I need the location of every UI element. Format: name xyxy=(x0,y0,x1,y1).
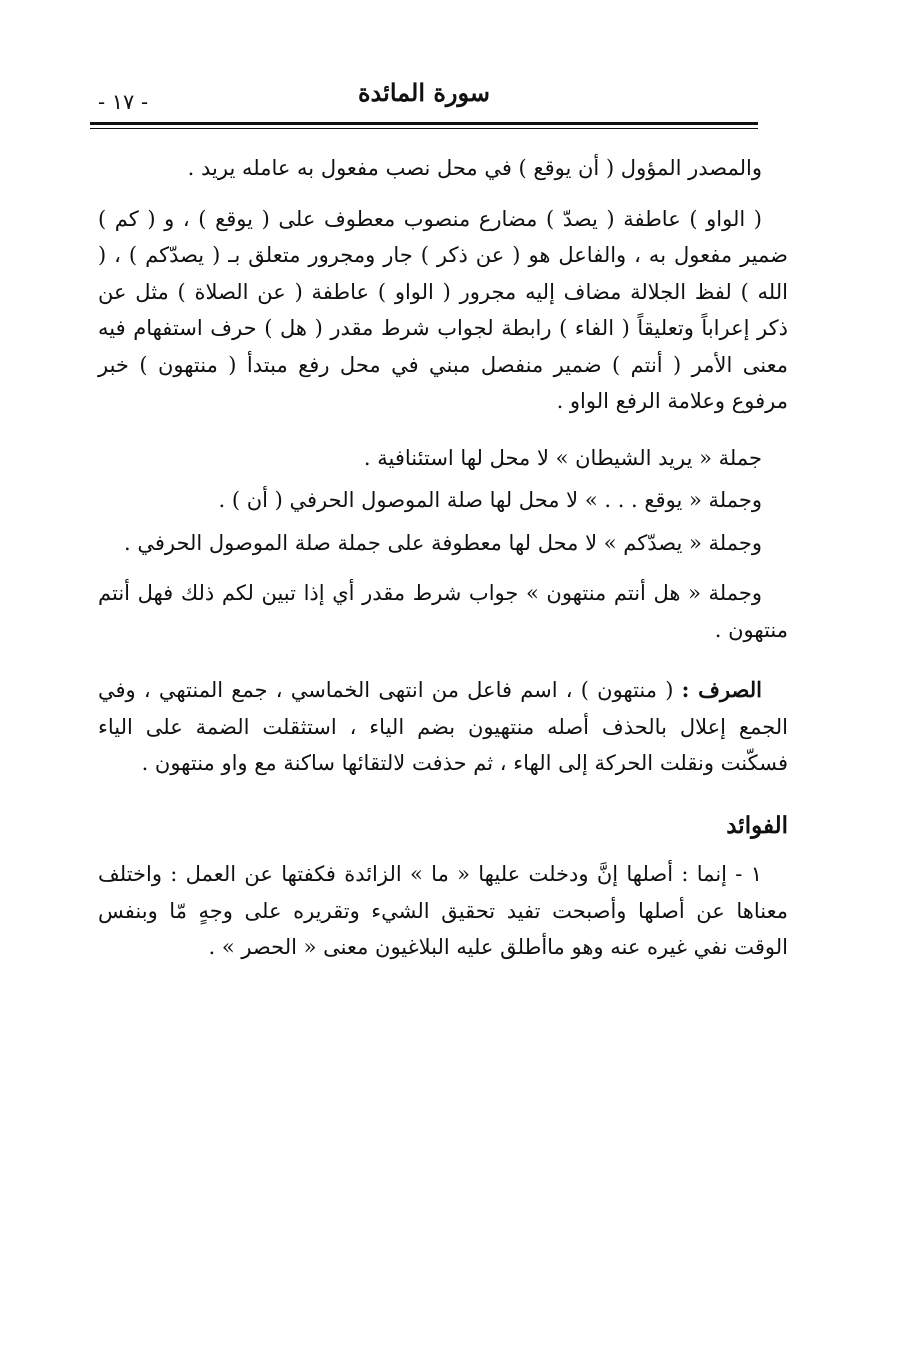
sentence-analysis-1: جملة « يريد الشيطان » لا محل لها استئنافية . xyxy=(363,445,762,470)
header-rule-thin xyxy=(90,128,758,129)
page-number: - ١٧ - xyxy=(98,90,149,114)
sarf-paragraph xyxy=(98,672,788,782)
surah-title: سورة المائدة xyxy=(357,78,491,107)
irab-paragraph: ( الواو ) عاطفة ( يصدّ ) مضارع منصوب معطوف على ( يوقع ) ، و ( كم ) ضمير مفعول به ، والفاعل هو ( عن ذكر ) جار ومجرور متعلق بـ ( يصدّكم ) ، ( الله ) لفظ الجلالة مضاف إليه مجرور ( الواو ) عاطفة ( عن الصلاة ) مثل عن ذكر إعراباً وتعليقاً ( الفاء ) رابطة لجواب شرط مقدر ( هل ) حرف استفهام فيه معنى الأمر ( أنتم ) ضمير منفصل مبني في محل رفع مبتدأ ( منتهون ) خبر مرفوع وعلامة الرفع الواو . xyxy=(98,206,788,413)
page-body xyxy=(98,150,788,966)
sentence-analysis-4: وجملة « هل أنتم منتهون » جواب شرط مقدر أي إذا تبين لكم ذلك فهل أنتم منتهون . xyxy=(98,581,788,642)
sarf-text: ( منتهون ) ، اسم فاعل من انتهى الخماسي ، جمع المنتهي ، وفي الجمع إعلال بالحذف أصله منتهيون بضم الياء ، استثقلت الضمة على الياء فسكّنت ونقلت الحركة إلى الهاء ، ثم حذفت لالتقائها ساكنة مع واو منتهون . xyxy=(98,678,788,775)
page-header xyxy=(90,70,758,122)
sentence-analysis-3: وجملة « يصدّكم » لا محل لها معطوفة على جملة صلة الموصول الحرفي . xyxy=(123,530,762,555)
fawaid-heading: الفوائد xyxy=(726,811,788,839)
masdar-paragraph: والمصدر المؤول ( أن يوقع ) في محل نصب مفعول به عامله يريد . xyxy=(187,156,762,180)
sarf-label: الصرف : xyxy=(681,677,762,702)
header-rule-thick xyxy=(90,122,758,125)
fawaid-note-1: ١ - إنما : أصلها إنَّ ودخلت عليها « ما » الزائدة فكفتها عن العمل : واختلف معناها عن أصلها وأصبحت تفيد تحقيق الشيء وتقريره على وجهٍ مّا وبنفس الوقت نفي غيره عنه وهو ماأطلق عليه البلاغيون معنى « الحصر » . xyxy=(98,862,788,959)
sentence-analysis-2: وجملة « يوقع . . . » لا محل لها صلة الموصول الحرفي ( أن ) . xyxy=(218,488,762,512)
